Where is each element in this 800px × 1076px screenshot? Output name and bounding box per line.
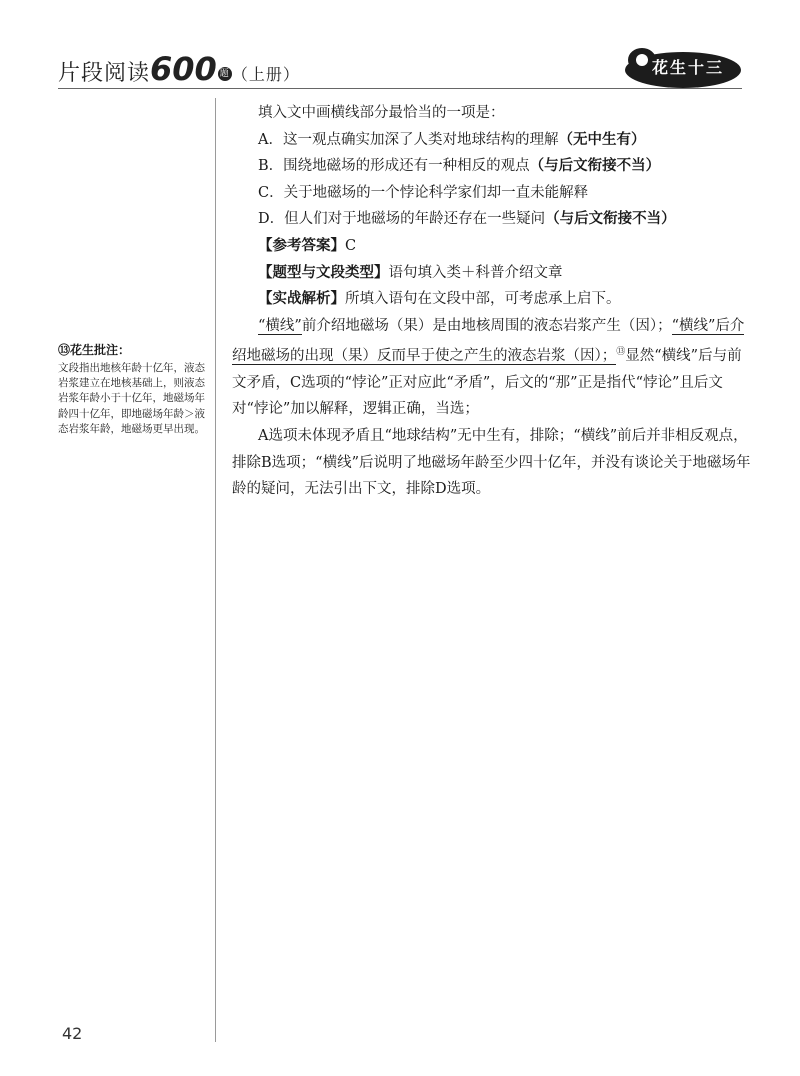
annotation-marker: ⑬ <box>616 347 626 358</box>
option-c-text: C．关于地磁场的一个悖论科学家们却一直未能解释 <box>258 184 589 201</box>
analysis-label: 【实战解析】 <box>258 290 345 308</box>
analysis-paragraph-2: A选项未体现矛盾且“地球结构”无中生有，排除；“横线”前后并非相反观点，排除B选项；“横线”后说明了地磁场年龄至少四十亿年，并没有谈论关于地磁场年龄的疑问，无法引出下文，排除D选项。 <box>232 427 751 498</box>
page-number: 42 <box>62 1024 83 1043</box>
title-number: 600 <box>150 50 217 88</box>
title-prefix: 片段阅读 <box>58 61 151 86</box>
type-value: 语句填入类＋科普介绍文章 <box>388 264 563 281</box>
column-divider <box>215 98 216 1042</box>
title-suffix: （上册） <box>231 65 300 84</box>
type-line <box>232 260 752 287</box>
analysis-intro: 所填入语句在文段中部，可考虑承上启下。 <box>345 291 621 308</box>
answer-label: 【参考答案】 <box>258 236 345 254</box>
type-label: 【题型与文段类型】 <box>258 263 389 281</box>
option-d <box>232 206 752 233</box>
option-b <box>232 153 752 180</box>
title-unit: 题 <box>219 69 230 79</box>
analysis-line <box>232 286 752 313</box>
analysis-p1-b: 后介绍地磁场的出现（果）反而早于使之产生的液态岩浆（因）； <box>232 317 745 365</box>
option-d-text: D．但人们对于地磁场的年龄还存在一些疑问 <box>258 211 546 228</box>
option-b-note: （与后文衔接不当） <box>529 157 661 175</box>
quote-underlined-1: “横线” <box>258 317 302 334</box>
analysis-p1-a: 前介绍地磁场（果）是由地核周围的液态岩浆产生（因）； <box>301 317 672 334</box>
answer-line <box>232 233 752 260</box>
question-stem: 填入文中画横线部分最恰当的一项是： <box>258 105 505 121</box>
analysis-paragraph-1 <box>232 313 752 423</box>
option-a-text: A．这一观点确实加深了人类对地球结构的理解 <box>258 131 559 148</box>
quote-underlined-2: “横线” <box>671 317 716 334</box>
option-c <box>232 180 752 207</box>
option-d-note: （与后文衔接不当） <box>545 210 676 228</box>
answer-value: C <box>345 237 357 254</box>
analysis-p1-c: 显然“横线”后与前文矛盾，C选项的“悖论”正对应此“矛盾”，后文的“那”正是指代“悖论”且后文对“悖论”加以解释，逻辑正确，当选； <box>232 348 742 418</box>
annotation-body: 文段指出地核年龄十亿年，液态岩浆建立在地核基础上，则液态岩浆年龄小于十亿年，地磁场年龄四十亿年，即地磁场年龄＞液态岩浆年龄，地磁场更早出现。 <box>58 362 205 435</box>
logo-text: 花生十三 <box>652 58 725 77</box>
option-a-note: （无中生有） <box>558 130 646 148</box>
option-b-text: B．围绕地磁场的形成还有一种相反的观点 <box>258 158 530 175</box>
sidebar-annotation <box>58 341 210 437</box>
main-content <box>232 100 752 503</box>
option-a <box>232 127 752 154</box>
book-title <box>58 50 300 88</box>
annotation-heading: ⑬花生批注： <box>58 343 131 357</box>
